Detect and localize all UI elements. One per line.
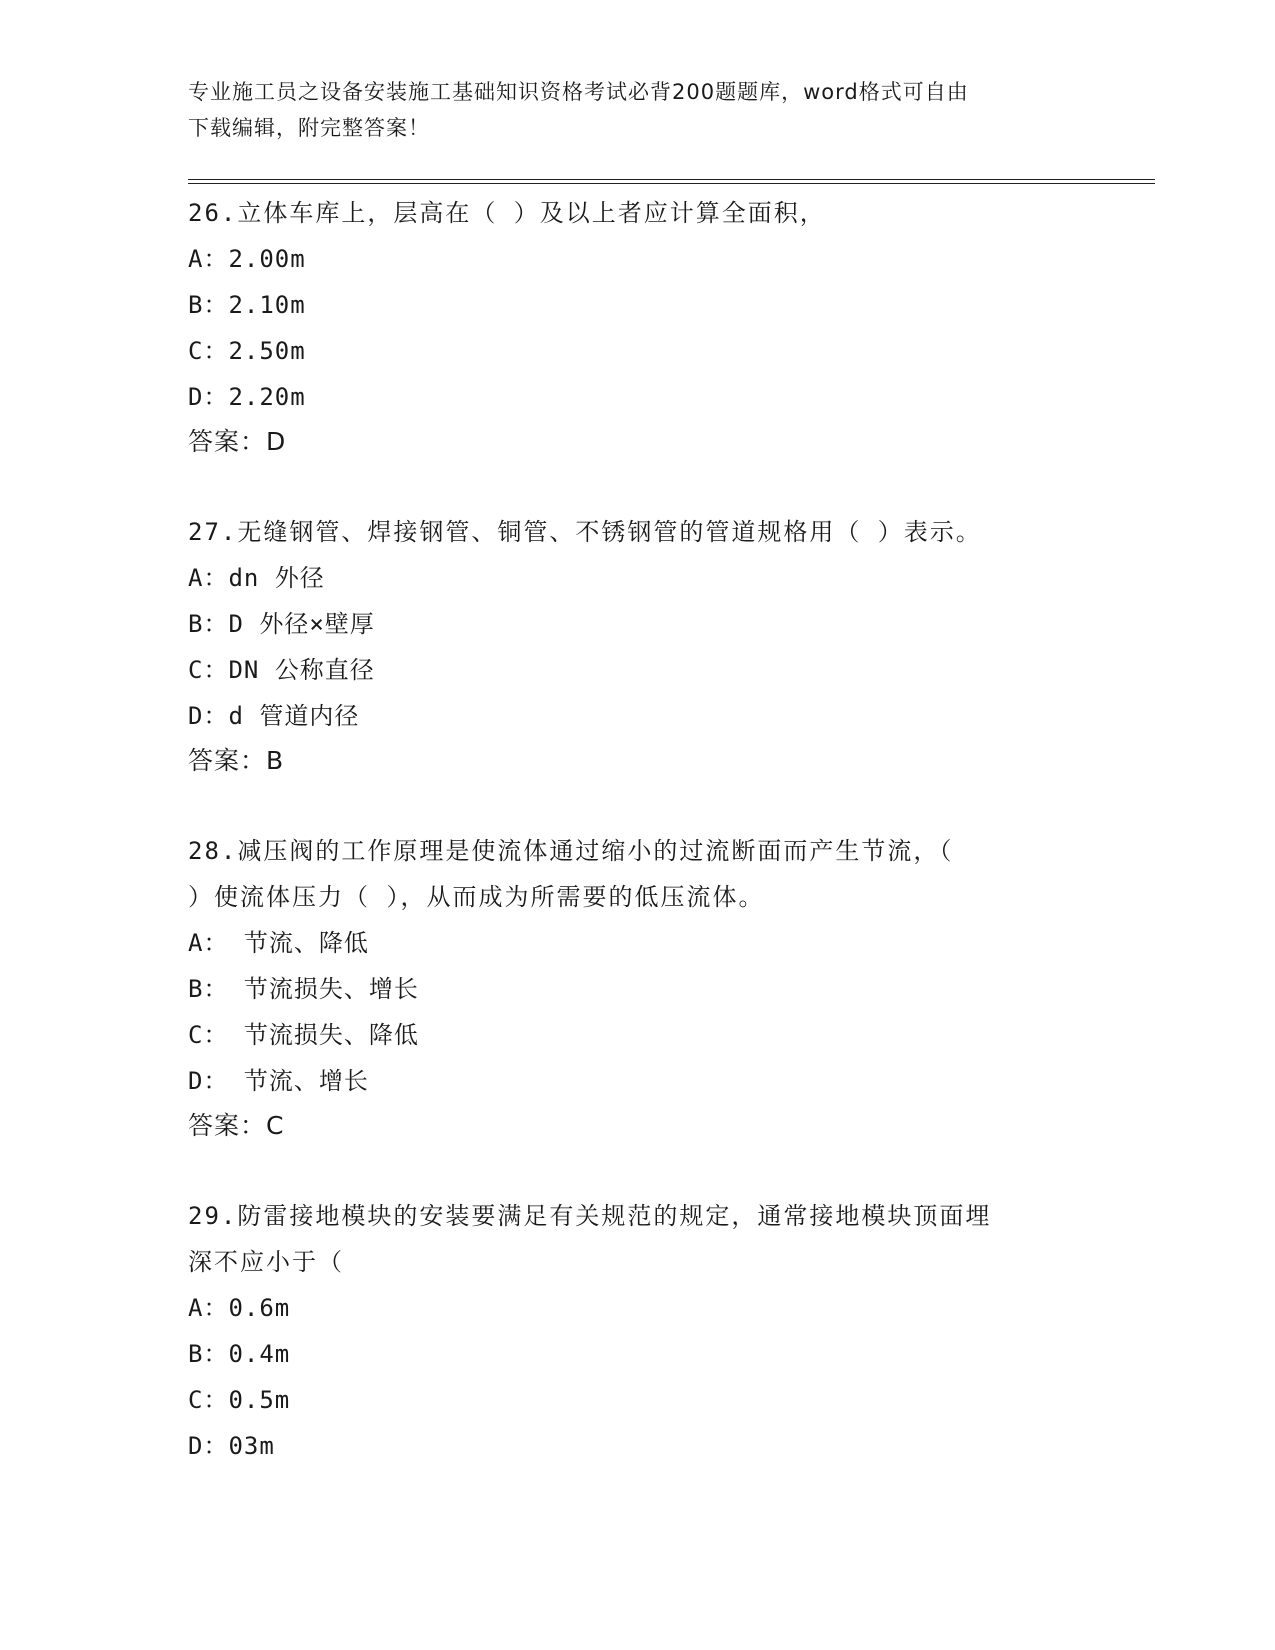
option-c: C： 节流损失、降低	[188, 1021, 419, 1049]
document-header	[188, 74, 1068, 146]
option-c: C：0.5m	[188, 1386, 291, 1414]
option-a: A：dn 外径	[188, 564, 325, 592]
option-a: A： 节流、降低	[188, 929, 369, 957]
question-stem-line-2: 深不应小于（	[188, 1248, 344, 1276]
question-29	[188, 1193, 1088, 1469]
question-28	[188, 828, 1088, 1148]
option-b: B：D 外径×壁厚	[188, 610, 375, 638]
option-a: A：2.00m	[188, 245, 306, 273]
option-b: B： 节流损失、增长	[188, 975, 419, 1003]
option-c: C：DN 公称直径	[188, 656, 375, 684]
question-stem-line-2: ）使流体压力（ ），从而成为所需要的低压流体。	[188, 883, 765, 911]
option-d: D：d 管道内径	[188, 702, 360, 730]
question-27	[188, 509, 1088, 783]
option-d: D： 节流、增长	[188, 1067, 369, 1095]
header-divider-top	[188, 179, 1155, 180]
header-divider-bottom	[188, 183, 1155, 184]
answer-label: 答案：D	[188, 427, 287, 456]
answer-label: 答案：C	[188, 1111, 285, 1140]
option-c: C：2.50m	[188, 337, 306, 365]
option-d: D：03m	[188, 1432, 275, 1460]
option-d: D：2.20m	[188, 383, 306, 411]
question-stem-line-1: 28.减压阀的工作原理是使流体通过缩小的过流断面而产生节流，（	[188, 837, 954, 865]
answer-label: 答案：B	[188, 746, 285, 775]
question-stem: 26.立体车库上，层高在（ ）及以上者应计算全面积，	[188, 199, 826, 227]
question-stem-line-1: 29.防雷接地模块的安装要满足有关规范的规定，通常接地模块顶面埋	[188, 1202, 992, 1230]
question-stem: 27.无缝钢管、焊接钢管、铜管、不锈钢管的管道规格用（ ）表示。	[188, 518, 982, 546]
option-b: B：0.4m	[188, 1340, 291, 1368]
option-b: B：2.10m	[188, 291, 306, 319]
question-26	[188, 190, 1088, 464]
header-line-1: 专业施工员之设备安装施工基础知识资格考试必背200题题库，word格式可自由	[188, 80, 969, 104]
question-list	[188, 190, 1088, 1514]
option-a: A：0.6m	[188, 1294, 291, 1322]
header-line-2: 下载编辑，附完整答案！	[188, 116, 430, 140]
